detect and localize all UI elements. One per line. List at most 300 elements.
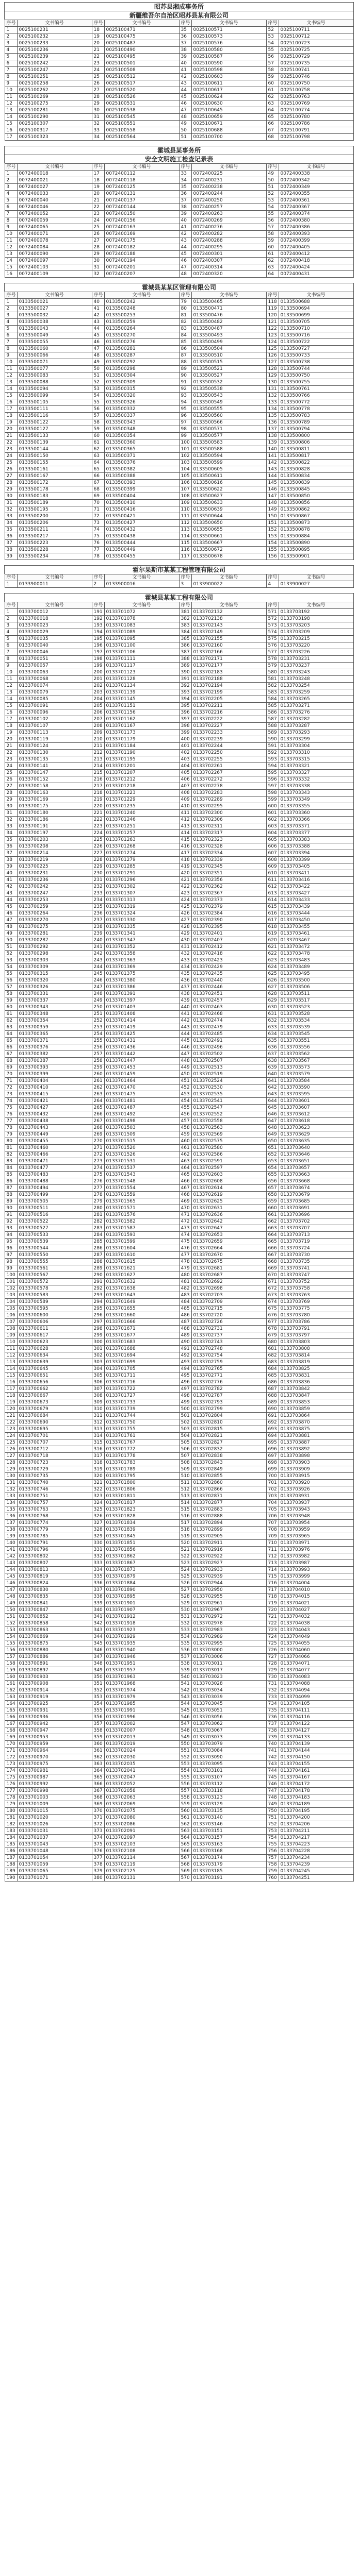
header-seq: 序号 — [179, 20, 191, 27]
table-row — [5, 1567, 353, 1573]
code-cell: 0133703185 — [191, 1868, 266, 1875]
seq-cell: 21 — [92, 197, 104, 204]
table-row — [5, 553, 353, 560]
code-cell: 0133500783 — [279, 413, 353, 419]
code-cell: 0072400314 — [191, 264, 266, 271]
seq-cell: 638 — [266, 1058, 279, 1064]
code-cell: 0133500538 — [191, 386, 266, 393]
code-cell: 0133703433 — [279, 897, 353, 904]
seq-cell: 34 — [5, 830, 17, 837]
code-cell: 0133500337 — [104, 413, 179, 419]
code-cell: 0133704189 — [279, 1801, 353, 1808]
seq-cell: 697 — [266, 1453, 279, 1460]
seq-cell: 164 — [5, 1701, 17, 1707]
code-cell: 0133701065 — [17, 1868, 92, 1875]
code-cell: 0133702496 — [191, 1044, 266, 1051]
table-row — [5, 930, 353, 937]
seq-cell: 53 — [5, 957, 17, 964]
seq-cell: 211 — [92, 743, 104, 750]
table-row — [5, 306, 353, 312]
code-cell: 0133500393 — [104, 480, 179, 486]
seq-cell: 156 — [5, 1647, 17, 1654]
code-cell: 0133700606 — [17, 1319, 92, 1326]
seq-cell: 637 — [266, 1051, 279, 1058]
code-cell: 0133702575 — [191, 1138, 266, 1145]
seq-cell: 44 — [179, 244, 191, 251]
seq-cell: 120 — [266, 312, 279, 319]
code-cell: 0133702541 — [191, 1098, 266, 1105]
code-cell: 0133500438 — [104, 533, 179, 540]
code-cell: 0133700096 — [17, 709, 92, 716]
table-row — [5, 319, 353, 326]
code-cell: 0133701705 — [104, 1366, 179, 1372]
seq-cell: 691 — [266, 1413, 279, 1419]
table-row — [5, 204, 353, 211]
code-cell: 0133701218 — [104, 783, 179, 790]
code-cell: 0133700259 — [17, 904, 92, 910]
code-cell: 0025100763 — [279, 94, 353, 100]
seq-cell: 401 — [179, 743, 191, 750]
code-cell: 0133500172 — [17, 480, 92, 486]
seq-cell: 144 — [266, 473, 279, 480]
table-row — [5, 656, 353, 663]
code-cell: 0133704211 — [279, 1828, 353, 1835]
seq-cell: 148 — [266, 500, 279, 506]
seq-cell: 583 — [266, 689, 279, 696]
code-cell: 0133701369 — [104, 964, 179, 971]
code-cell: 0133703293 — [279, 730, 353, 736]
seq-cell: 385 — [179, 636, 191, 642]
code-cell: 0133500066 — [17, 352, 92, 359]
seq-cell: 30 — [5, 493, 17, 500]
seq-cell: 23 — [92, 211, 104, 217]
seq-cell: 564 — [179, 1835, 191, 1841]
code-cell: 0133700298 — [17, 951, 92, 957]
seq-cell: 15 — [5, 393, 17, 399]
seq-cell: 23 — [5, 446, 17, 453]
seq-cell: 129 — [5, 1466, 17, 1473]
code-cell: 0133701263 — [104, 837, 179, 843]
header-seq: 序号 — [92, 164, 104, 171]
code-cell: 0133702451 — [191, 991, 266, 997]
table-row — [5, 830, 353, 837]
seq-cell: 353 — [92, 1694, 104, 1701]
table-row — [5, 312, 353, 319]
seq-cell: 6 — [5, 60, 17, 67]
seq-cell: 414 — [179, 830, 191, 837]
header-code: 文书编号 — [17, 602, 92, 609]
code-cell: 0133500259 — [104, 319, 179, 326]
seq-cell: 753 — [266, 1828, 279, 1835]
seq-cell: 736 — [266, 1714, 279, 1721]
seq-cell: 10 — [5, 231, 17, 238]
seq-cell: 433 — [179, 957, 191, 964]
code-cell: 0133700740 — [17, 1480, 92, 1486]
code-cell: 0025100590 — [191, 60, 266, 67]
header-code: 文书编号 — [279, 20, 353, 27]
table-row — [5, 352, 353, 359]
code-cell: 0133700466 — [17, 1151, 92, 1158]
table-row — [5, 1540, 353, 1547]
code-cell: 0133701078 — [104, 616, 179, 622]
code-cell: 0133702474 — [191, 1018, 266, 1024]
seq-cell: 321 — [92, 1480, 104, 1486]
code-cell: 0133700852 — [17, 1614, 92, 1620]
code-cell: 0133701475 — [104, 1091, 179, 1098]
code-cell: 0133700505 — [17, 1198, 92, 1205]
code-cell: 0133702435 — [191, 971, 266, 977]
seq-cell: 148 — [5, 1594, 17, 1600]
seq-cell: 155 — [5, 1640, 17, 1647]
seq-cell: 323 — [92, 1493, 104, 1500]
seq-cell: 359 — [92, 1734, 104, 1741]
seq-cell: 548 — [179, 1727, 191, 1734]
code-cell: 0133703287 — [279, 723, 353, 730]
code-cell: 0133701576 — [104, 1212, 179, 1218]
code-cell: 0133702052 — [104, 1781, 179, 1788]
code-cell: 0133701498 — [104, 1118, 179, 1125]
code-cell: 0133700600 — [17, 1312, 92, 1319]
code-cell: 0133500399 — [104, 486, 179, 493]
code-cell: 0133701072 — [104, 609, 179, 616]
seq-cell: 259 — [92, 1064, 104, 1071]
seq-cell: 24 — [5, 763, 17, 770]
code-cell: 0133701559 — [104, 1192, 179, 1198]
seq-cell: 537 — [179, 1654, 191, 1660]
table-row — [5, 1607, 353, 1614]
code-cell: 0133500139 — [17, 439, 92, 446]
seq-cell: 167 — [5, 1721, 17, 1727]
code-cell: 0133703355 — [279, 803, 353, 810]
code-cell: 0133703271 — [279, 703, 353, 709]
code-cell: 0133703523 — [279, 1004, 353, 1011]
code-cell: 0133702091 — [104, 1828, 179, 1835]
code-cell: 0133702339 — [191, 857, 266, 863]
seq-cell: 45 — [179, 251, 191, 258]
code-cell: 0133703198 — [279, 616, 353, 622]
code-cell: 0133701324 — [104, 910, 179, 917]
seq-cell: 240 — [92, 937, 104, 944]
code-cell: 0133700779 — [17, 1527, 92, 1533]
code-cell: 0133700992 — [17, 1781, 92, 1788]
seq-cell: 432 — [179, 951, 191, 957]
code-cell: 0133500867 — [279, 513, 353, 520]
table-row — [5, 817, 353, 823]
seq-cell: 411 — [179, 810, 191, 817]
seq-cell: 666 — [266, 1245, 279, 1252]
code-cell: 0025100624 — [191, 94, 266, 100]
seq-cell: 716 — [266, 1580, 279, 1587]
seq-cell: 133 — [266, 399, 279, 406]
code-cell: 0133500800 — [279, 433, 353, 439]
seq-cell: 44 — [5, 897, 17, 904]
seq-cell: 140 — [5, 1540, 17, 1547]
code-cell: 0133700443 — [17, 1125, 92, 1131]
seq-cell: 528 — [179, 1594, 191, 1600]
code-cell: 0133700292 — [17, 944, 92, 951]
seq-cell: 412 — [179, 817, 191, 823]
seq-cell: 675 — [266, 1306, 279, 1312]
seq-cell: 325 — [92, 1506, 104, 1513]
document-table — [5, 20, 354, 141]
seq-cell: 139 — [5, 1533, 17, 1540]
table-row — [5, 217, 353, 224]
code-cell: 0133703011 — [191, 1660, 266, 1667]
code-cell: 0133702703 — [191, 1292, 266, 1299]
seq-cell: 71 — [5, 1078, 17, 1084]
code-cell: 0133500627 — [191, 493, 266, 500]
seq-cell: 364 — [92, 1768, 104, 1774]
seq-cell: 60 — [266, 244, 279, 251]
seq-cell: 686 — [266, 1379, 279, 1386]
seq-cell: 282 — [92, 1218, 104, 1225]
code-cell: 0133703028 — [191, 1681, 266, 1687]
seq-cell: 155 — [266, 547, 279, 553]
seq-cell: 19 — [5, 730, 17, 736]
code-cell: 0133703495 — [279, 971, 353, 977]
table-row — [5, 134, 353, 141]
table-row — [5, 984, 353, 991]
seq-cell: 394 — [179, 696, 191, 703]
table-row — [5, 1064, 353, 1071]
header-code: 文书编号 — [104, 602, 179, 609]
code-cell: 0133500890 — [279, 540, 353, 547]
code-cell: 0133701582 — [104, 1218, 179, 1225]
code-cell: 0133703084 — [191, 1748, 266, 1754]
seq-cell: 221 — [92, 810, 104, 817]
seq-cell: 329 — [92, 1533, 104, 1540]
seq-cell: 653 — [266, 1158, 279, 1165]
seq-cell: 16 — [5, 127, 17, 134]
seq-cell: 269 — [92, 1131, 104, 1138]
code-cell: 0133500287 — [104, 352, 179, 359]
seq-cell: 156 — [266, 553, 279, 560]
code-cell: 0133702754 — [191, 1352, 266, 1359]
code-cell: 0133702041 — [104, 1768, 179, 1774]
table-row — [5, 1815, 353, 1821]
seq-cell: 25 — [5, 770, 17, 776]
code-cell: 0133701783 — [104, 1460, 179, 1466]
code-cell: 0133702002 — [104, 1721, 179, 1727]
seq-cell: 41 — [179, 67, 191, 74]
seq-cell: 307 — [92, 1386, 104, 1393]
code-cell: 0133703562 — [279, 1051, 353, 1058]
code-cell: 0133703539 — [279, 1024, 353, 1031]
seq-cell: 313 — [92, 1426, 104, 1433]
table-row — [5, 1004, 353, 1011]
code-cell: 0133500716 — [279, 332, 353, 339]
table-row — [5, 1058, 353, 1064]
section-title: 昭苏县湘成事务所 — [4, 2, 354, 11]
seq-cell: 732 — [266, 1687, 279, 1694]
code-cell: 0133704004 — [279, 1580, 353, 1587]
seq-cell: 243 — [92, 957, 104, 964]
seq-cell: 193 — [92, 622, 104, 629]
code-cell: 0133700091 — [17, 703, 92, 709]
code-cell: 0133701996 — [104, 1714, 179, 1721]
code-cell: 0133700623 — [17, 1339, 92, 1346]
seq-cell: 692 — [266, 1419, 279, 1426]
code-cell: 0133700365 — [17, 1031, 92, 1038]
code-cell: 0133703696 — [279, 1212, 353, 1218]
code-cell: 0133700802 — [17, 1553, 92, 1560]
code-cell: 0133702955 — [191, 1594, 266, 1600]
code-cell: 0133702373 — [191, 897, 266, 904]
seq-cell: 595 — [266, 770, 279, 776]
table-row — [5, 60, 353, 67]
seq-cell: 27 — [92, 87, 104, 94]
seq-cell: 333 — [92, 1560, 104, 1567]
seq-cell: 157 — [5, 1654, 17, 1660]
code-cell: 0133702647 — [191, 1225, 266, 1232]
seq-cell: 36 — [5, 843, 17, 850]
seq-cell: 88 — [179, 359, 191, 366]
code-cell: 0133700953 — [17, 1734, 92, 1741]
code-cell: 0133702177 — [191, 663, 266, 669]
seq-cell: 46 — [5, 910, 17, 917]
seq-cell: 576 — [266, 642, 279, 649]
seq-cell: 311 — [92, 1413, 104, 1419]
section-title: 霍城县某某区管理有限公司 — [4, 283, 354, 292]
seq-cell: 121 — [266, 319, 279, 326]
code-cell: 0133703601 — [279, 1098, 353, 1105]
seq-cell: 606 — [266, 843, 279, 850]
seq-cell: 472 — [179, 1218, 191, 1225]
seq-cell: 409 — [179, 796, 191, 803]
code-cell: 0133500304 — [104, 372, 179, 379]
seq-cell: 8 — [5, 217, 17, 224]
seq-cell: 214 — [92, 763, 104, 770]
code-cell: 0133701554 — [104, 1185, 179, 1192]
code-cell: 0133703691 — [279, 1205, 353, 1212]
code-cell: 0133702119 — [104, 1861, 179, 1868]
seq-cell: 138 — [266, 433, 279, 439]
code-cell: 0133704021 — [279, 1600, 353, 1607]
code-cell: 0133701257 — [104, 830, 179, 837]
table-row — [5, 1460, 353, 1466]
seq-cell: 56 — [92, 406, 104, 413]
code-cell: 0133701246 — [104, 817, 179, 823]
seq-cell: 443 — [179, 1024, 191, 1031]
code-cell: 0025100729 — [279, 54, 353, 60]
table-row — [5, 991, 353, 997]
section-title: 霍城县某某工程有限公司 — [4, 593, 354, 602]
table-row — [5, 466, 353, 473]
code-cell: 0133703209 — [279, 629, 353, 636]
seq-cell: 223 — [92, 823, 104, 830]
seq-cell: 418 — [179, 857, 191, 863]
table-row — [5, 1788, 353, 1794]
seq-cell: 440 — [179, 1004, 191, 1011]
code-cell: 0072400250 — [191, 197, 266, 204]
table-row — [5, 493, 353, 500]
seq-cell: 89 — [179, 366, 191, 372]
seq-cell: 93 — [179, 393, 191, 399]
seq-cell: 207 — [92, 716, 104, 723]
code-cell: 0025100774 — [279, 107, 353, 114]
table-row — [5, 709, 353, 716]
seq-cell: 43 — [5, 890, 17, 897]
code-cell: 0133500264 — [104, 326, 179, 332]
code-cell: 0133500276 — [104, 339, 179, 346]
seq-cell: 236 — [92, 910, 104, 917]
code-cell: 0072400118 — [104, 177, 179, 184]
code-cell: 0133703819 — [279, 1359, 353, 1366]
code-cell: 0133701414 — [104, 1018, 179, 1024]
seq-cell: 19 — [92, 184, 104, 191]
seq-cell: 358 — [92, 1727, 104, 1734]
code-cell: 0133702188 — [191, 676, 266, 683]
code-cell: 0133703909 — [279, 1466, 353, 1473]
code-cell: 0133702283 — [191, 790, 266, 796]
code-cell: 0133500315 — [104, 386, 179, 393]
code-cell: 0133500487 — [191, 326, 266, 332]
code-cell: 0133701397 — [104, 997, 179, 1004]
seq-cell: 542 — [179, 1687, 191, 1694]
seq-cell: 120 — [5, 1406, 17, 1413]
table-row — [5, 506, 353, 513]
code-cell: 0133700634 — [17, 1352, 92, 1359]
code-cell: 0133702821 — [191, 1433, 266, 1439]
seq-cell: 63 — [266, 264, 279, 271]
seq-cell: 494 — [179, 1366, 191, 1372]
seq-cell: 297 — [92, 1319, 104, 1326]
seq-cell: 689 — [266, 1399, 279, 1406]
seq-cell: 88 — [5, 1192, 17, 1198]
seq-cell: 503 — [179, 1426, 191, 1433]
code-cell: 0025100712 — [279, 33, 353, 40]
code-cell: 0133701037 — [17, 1835, 92, 1841]
seq-cell: 729 — [266, 1667, 279, 1674]
code-cell: 0133703349 — [279, 796, 353, 803]
seq-cell: 447 — [179, 1051, 191, 1058]
code-cell: 0133700746 — [17, 1486, 92, 1493]
seq-cell: 101 — [5, 1279, 17, 1285]
seq-cell: 438 — [179, 991, 191, 997]
header-seq: 序号 — [179, 574, 191, 581]
seq-cell: 2 — [5, 33, 17, 40]
table-row — [5, 1841, 353, 1848]
seq-cell: 54 — [266, 204, 279, 211]
code-cell: 0133702743 — [191, 1339, 266, 1346]
seq-cell: 549 — [179, 1734, 191, 1741]
seq-cell: 728 — [266, 1660, 279, 1667]
seq-cell: 208 — [92, 723, 104, 730]
code-cell: 0025100780 — [279, 114, 353, 121]
seq-cell: 498 — [179, 1393, 191, 1399]
seq-cell: 226 — [92, 843, 104, 850]
seq-cell: 23 — [5, 756, 17, 763]
code-cell: 0133702877 — [191, 1500, 266, 1506]
code-cell: 0133701358 — [104, 951, 179, 957]
code-cell: 0133701957 — [104, 1667, 179, 1674]
seq-cell: 159 — [5, 1667, 17, 1674]
seq-cell: 20 — [5, 736, 17, 743]
code-cell: 0133702804 — [191, 1413, 266, 1419]
seq-cell: 58 — [92, 419, 104, 426]
seq-cell: 605 — [266, 837, 279, 843]
code-cell: 0133700908 — [17, 1681, 92, 1687]
table-row — [5, 703, 353, 709]
code-cell: 0072400231 — [191, 177, 266, 184]
seq-cell: 429 — [179, 930, 191, 937]
code-cell: 0133703875 — [279, 1426, 353, 1433]
seq-cell: 641 — [266, 1078, 279, 1084]
code-cell: 0072400018 — [17, 171, 92, 177]
code-cell: 0133700628 — [17, 1346, 92, 1352]
seq-cell: 301 — [92, 1346, 104, 1352]
seq-cell: 622 — [266, 951, 279, 957]
